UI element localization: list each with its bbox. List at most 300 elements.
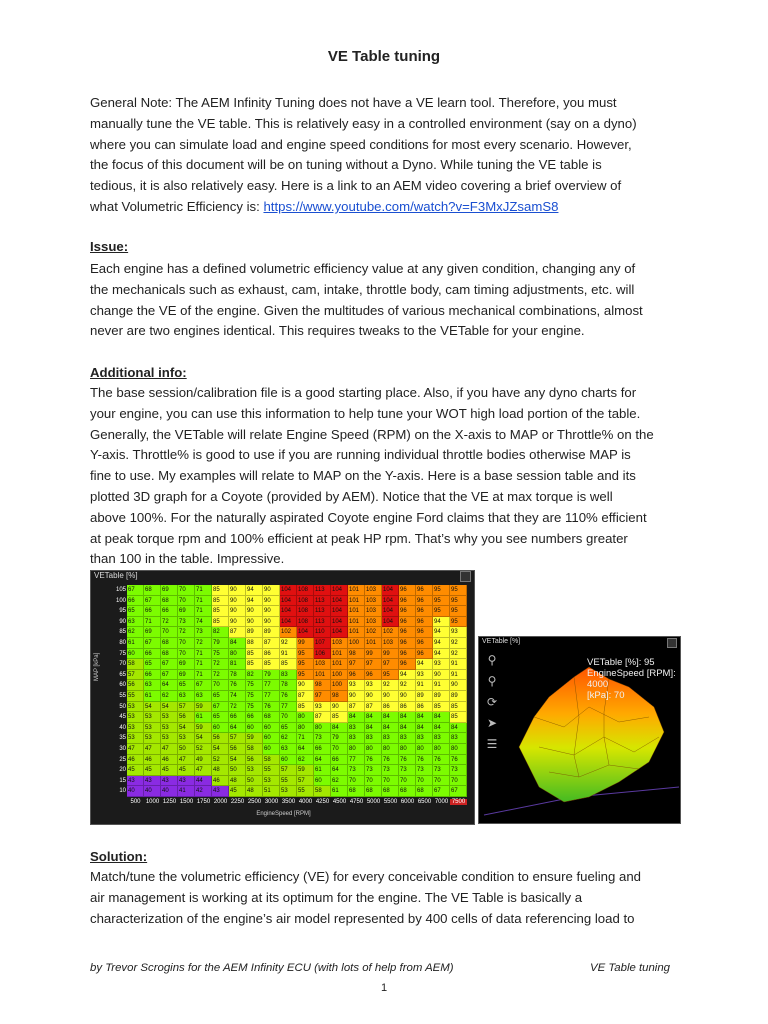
- ve-cell[interactable]: 66: [161, 606, 178, 617]
- ve-cell[interactable]: 73: [382, 765, 399, 776]
- ve-cell[interactable]: 54: [195, 733, 212, 744]
- ve-cell[interactable]: 83: [382, 733, 399, 744]
- ve-cell[interactable]: 64: [229, 723, 246, 734]
- ve-cell[interactable]: 53: [161, 723, 178, 734]
- ve-cell[interactable]: 104: [297, 627, 314, 638]
- ve-cell[interactable]: 83: [280, 670, 297, 681]
- ve-cell[interactable]: 85: [212, 617, 229, 628]
- ve-cell[interactable]: 66: [127, 596, 144, 607]
- ve-cell[interactable]: 94: [416, 659, 433, 670]
- ve-cell[interactable]: 80: [365, 744, 382, 755]
- ve-cell[interactable]: 76: [382, 755, 399, 766]
- ve-cell[interactable]: 80: [348, 744, 365, 755]
- ve-cell[interactable]: 60: [314, 776, 331, 787]
- ve-cell[interactable]: 103: [365, 585, 382, 596]
- ve-cell[interactable]: 102: [280, 627, 297, 638]
- ve-cell[interactable]: 94: [433, 617, 450, 628]
- ve-cell[interactable]: 85: [263, 659, 280, 670]
- ve-cell[interactable]: 84: [433, 723, 450, 734]
- ve-cell[interactable]: 78: [280, 680, 297, 691]
- ve-cell[interactable]: 64: [314, 755, 331, 766]
- ve-cell[interactable]: 84: [229, 638, 246, 649]
- ve-cell[interactable]: 83: [365, 733, 382, 744]
- ve-cell[interactable]: 54: [229, 755, 246, 766]
- ve-cell[interactable]: 96: [399, 638, 416, 649]
- ve-cell[interactable]: 45: [144, 765, 161, 776]
- ve-cell[interactable]: 102: [365, 627, 382, 638]
- ve-cell[interactable]: 64: [297, 744, 314, 755]
- ve-cell[interactable]: 67: [144, 638, 161, 649]
- ve-cell[interactable]: 104: [382, 585, 399, 596]
- ve-cell[interactable]: 83: [450, 733, 467, 744]
- ve-cell[interactable]: 87: [314, 712, 331, 723]
- ve-cell[interactable]: 53: [127, 712, 144, 723]
- ve-cell[interactable]: 104: [331, 627, 348, 638]
- ve-cell[interactable]: 84: [365, 723, 382, 734]
- ve-cell[interactable]: 85: [212, 596, 229, 607]
- ve-cell[interactable]: 44: [195, 776, 212, 787]
- ve-cell[interactable]: 90: [263, 606, 280, 617]
- ve-cell[interactable]: 97: [348, 659, 365, 670]
- ve-cell[interactable]: 59: [297, 765, 314, 776]
- ve-cell[interactable]: 80: [416, 744, 433, 755]
- ve-cell[interactable]: 75: [246, 702, 263, 713]
- ve-cell[interactable]: 103: [331, 638, 348, 649]
- ve-cell[interactable]: 57: [280, 765, 297, 776]
- ve-cell[interactable]: 90: [399, 691, 416, 702]
- ve-cell[interactable]: 95: [297, 659, 314, 670]
- ve-cell[interactable]: 87: [229, 627, 246, 638]
- ve-cell[interactable]: 45: [229, 786, 246, 797]
- ve-cell[interactable]: 73: [178, 617, 195, 628]
- ve-cell[interactable]: 84: [399, 712, 416, 723]
- ve-cell[interactable]: 73: [348, 765, 365, 776]
- ve-cell[interactable]: 67: [161, 670, 178, 681]
- ve-cell[interactable]: 95: [450, 606, 467, 617]
- ve-cell[interactable]: 65: [127, 606, 144, 617]
- ve-cell[interactable]: 92: [450, 638, 467, 649]
- ve-cell[interactable]: 90: [229, 617, 246, 628]
- ve-cell[interactable]: 70: [178, 596, 195, 607]
- ve-cell[interactable]: 72: [212, 659, 229, 670]
- ve-cell[interactable]: 103: [365, 606, 382, 617]
- ve-cell[interactable]: 100: [348, 638, 365, 649]
- ve-cell[interactable]: 90: [433, 670, 450, 681]
- ve-cell[interactable]: 52: [195, 744, 212, 755]
- ve-cell[interactable]: 53: [280, 786, 297, 797]
- ve-cell[interactable]: 55: [297, 786, 314, 797]
- ve-cell[interactable]: 76: [399, 755, 416, 766]
- ve-cell[interactable]: 79: [331, 733, 348, 744]
- ve-cell[interactable]: 67: [161, 659, 178, 670]
- ve-cell[interactable]: 94: [433, 649, 450, 660]
- ve-cell[interactable]: 84: [450, 723, 467, 734]
- ve-cell[interactable]: 63: [195, 691, 212, 702]
- ve-cell[interactable]: 100: [331, 670, 348, 681]
- ve-cell[interactable]: 55: [127, 691, 144, 702]
- ve-cell[interactable]: 73: [399, 765, 416, 776]
- ve-cell[interactable]: 96: [399, 606, 416, 617]
- ve-cell[interactable]: 104: [382, 596, 399, 607]
- ve-cell[interactable]: 53: [263, 776, 280, 787]
- ve-cell[interactable]: 90: [229, 596, 246, 607]
- ve-cell[interactable]: 46: [127, 755, 144, 766]
- ve-cell[interactable]: 91: [450, 670, 467, 681]
- ve-cell[interactable]: 68: [161, 638, 178, 649]
- ve-cell[interactable]: 43: [161, 776, 178, 787]
- ve-cell[interactable]: 66: [314, 744, 331, 755]
- ve-cell[interactable]: 65: [212, 712, 229, 723]
- ve-cell[interactable]: 71: [297, 733, 314, 744]
- ve-cell[interactable]: 68: [263, 712, 280, 723]
- ve-cell[interactable]: 67: [450, 786, 467, 797]
- ve-cell[interactable]: 76: [416, 755, 433, 766]
- ve-cell[interactable]: 61: [127, 638, 144, 649]
- ve-cell[interactable]: 63: [127, 617, 144, 628]
- ve-cell[interactable]: 66: [144, 649, 161, 660]
- ve-cell[interactable]: 67: [195, 680, 212, 691]
- ve-cell[interactable]: 63: [178, 691, 195, 702]
- ve-cell[interactable]: 83: [348, 723, 365, 734]
- ve-cell[interactable]: 96: [399, 617, 416, 628]
- ve-cell[interactable]: 101: [348, 596, 365, 607]
- ve-cell[interactable]: 92: [382, 680, 399, 691]
- ve-cell[interactable]: 67: [212, 702, 229, 713]
- ve-cell[interactable]: 62: [127, 627, 144, 638]
- ve-cell[interactable]: 84: [399, 723, 416, 734]
- ve-cell[interactable]: 84: [416, 712, 433, 723]
- ve-cell[interactable]: 53: [144, 733, 161, 744]
- ve-cell[interactable]: 93: [416, 670, 433, 681]
- ve-cell[interactable]: 98: [348, 649, 365, 660]
- ve-cell[interactable]: 90: [263, 596, 280, 607]
- ve-cell[interactable]: 70: [280, 712, 297, 723]
- ve-cell[interactable]: 101: [314, 670, 331, 681]
- ve-cell[interactable]: 95: [297, 649, 314, 660]
- ve-cell[interactable]: 71: [195, 670, 212, 681]
- ve-cell[interactable]: 95: [433, 585, 450, 596]
- ve-cell[interactable]: 74: [195, 617, 212, 628]
- ve-cell[interactable]: 72: [212, 670, 229, 681]
- ve-cell[interactable]: 87: [297, 691, 314, 702]
- ve-cell[interactable]: 97: [382, 659, 399, 670]
- ve-cell[interactable]: 64: [161, 680, 178, 691]
- ve-cell[interactable]: 101: [348, 606, 365, 617]
- ve-cell[interactable]: 95: [297, 670, 314, 681]
- ve-cell[interactable]: 53: [161, 733, 178, 744]
- ve-cell[interactable]: 101: [331, 649, 348, 660]
- ve-cell[interactable]: 85: [331, 712, 348, 723]
- ve-cell[interactable]: 89: [263, 627, 280, 638]
- ve-cell[interactable]: 68: [144, 585, 161, 596]
- ve-cell[interactable]: 95: [433, 596, 450, 607]
- ve-cell[interactable]: 99: [365, 649, 382, 660]
- ve-cell[interactable]: 57: [127, 670, 144, 681]
- ve-cell[interactable]: 70: [161, 627, 178, 638]
- ve-cell[interactable]: 72: [229, 702, 246, 713]
- ve-cell[interactable]: 80: [450, 744, 467, 755]
- ve-cell[interactable]: 94: [399, 670, 416, 681]
- ve-cell[interactable]: 96: [416, 649, 433, 660]
- ve-cell[interactable]: 86: [416, 702, 433, 713]
- ve-cell[interactable]: 70: [178, 638, 195, 649]
- ve-cell[interactable]: 85: [297, 702, 314, 713]
- ve-cell[interactable]: 101: [331, 659, 348, 670]
- ve-cell[interactable]: 70: [382, 776, 399, 787]
- vetable-3d-window[interactable]: [478, 636, 681, 824]
- ve-cell[interactable]: 84: [348, 712, 365, 723]
- ve-cell[interactable]: 72: [161, 617, 178, 628]
- ve-cell[interactable]: 104: [280, 617, 297, 628]
- ve-cell[interactable]: 67: [144, 596, 161, 607]
- ve-cell[interactable]: 101: [348, 585, 365, 596]
- ve-cell[interactable]: 96: [416, 617, 433, 628]
- ve-cell[interactable]: 104: [280, 585, 297, 596]
- ve-cell[interactable]: 62: [297, 755, 314, 766]
- ve-cell[interactable]: 96: [416, 638, 433, 649]
- ve-cell[interactable]: 72: [195, 638, 212, 649]
- ve-cell[interactable]: 78: [229, 670, 246, 681]
- ve-cell[interactable]: 90: [450, 680, 467, 691]
- ve-cell[interactable]: 56: [246, 755, 263, 766]
- ve-cell[interactable]: 89: [433, 691, 450, 702]
- ve-cell[interactable]: 76: [433, 755, 450, 766]
- ve-cell[interactable]: 92: [399, 680, 416, 691]
- ve-cell[interactable]: 66: [331, 755, 348, 766]
- ve-cell[interactable]: 65: [280, 723, 297, 734]
- ve-cell[interactable]: 53: [144, 723, 161, 734]
- ve-cell[interactable]: 47: [161, 744, 178, 755]
- ve-cell[interactable]: 80: [297, 712, 314, 723]
- ve-cell[interactable]: 53: [178, 733, 195, 744]
- ve-cell[interactable]: 48: [229, 776, 246, 787]
- ve-cell[interactable]: 69: [178, 606, 195, 617]
- pointer-icon[interactable]: ➤: [486, 716, 498, 730]
- ve-cell[interactable]: 49: [195, 755, 212, 766]
- ve-cell[interactable]: 102: [382, 627, 399, 638]
- ve-cell[interactable]: 62: [331, 776, 348, 787]
- ve-cell[interactable]: 96: [399, 596, 416, 607]
- ve-cell[interactable]: 48: [246, 786, 263, 797]
- ve-cell[interactable]: 43: [178, 776, 195, 787]
- ve-cell[interactable]: 103: [382, 638, 399, 649]
- ve-cell[interactable]: 50: [246, 776, 263, 787]
- ve-cell[interactable]: 54: [212, 744, 229, 755]
- ve-cell[interactable]: 59: [195, 702, 212, 713]
- ve-cell[interactable]: 61: [331, 786, 348, 797]
- zoom-in-icon[interactable]: ⚲: [487, 653, 497, 667]
- ve-cell[interactable]: 50: [229, 765, 246, 776]
- ve-cell[interactable]: 104: [382, 606, 399, 617]
- ve-cell[interactable]: 98: [314, 680, 331, 691]
- ve-cell[interactable]: 70: [212, 680, 229, 691]
- ve-cell[interactable]: 58: [314, 786, 331, 797]
- ve-cell[interactable]: 87: [365, 702, 382, 713]
- ve-cell[interactable]: 113: [314, 585, 331, 596]
- ve-cell[interactable]: 63: [144, 680, 161, 691]
- ve-cell[interactable]: 93: [365, 680, 382, 691]
- ve-cell[interactable]: 99: [382, 649, 399, 660]
- ve-cell[interactable]: 70: [178, 649, 195, 660]
- ve-cell[interactable]: 89: [246, 627, 263, 638]
- ve-cell[interactable]: 60: [212, 723, 229, 734]
- ve-cell[interactable]: 104: [331, 585, 348, 596]
- ve-cell[interactable]: 73: [195, 627, 212, 638]
- ve-cell[interactable]: 101: [365, 638, 382, 649]
- ve-cell[interactable]: 93: [314, 702, 331, 713]
- ve-cell[interactable]: 90: [229, 606, 246, 617]
- ve-cell[interactable]: 97: [365, 659, 382, 670]
- ve-cell[interactable]: 52: [212, 755, 229, 766]
- ve-cell[interactable]: 64: [331, 765, 348, 776]
- ve-cell[interactable]: 77: [263, 691, 280, 702]
- ve-cell[interactable]: 70: [433, 776, 450, 787]
- ve-cell[interactable]: 68: [399, 786, 416, 797]
- ve-cell[interactable]: 82: [212, 627, 229, 638]
- ve-cell[interactable]: 57: [178, 702, 195, 713]
- ve-cell[interactable]: 66: [144, 606, 161, 617]
- ve-cell[interactable]: 86: [399, 702, 416, 713]
- ve-cell[interactable]: 99: [297, 638, 314, 649]
- ve-cell[interactable]: 80: [433, 744, 450, 755]
- ve-cell[interactable]: 88: [246, 638, 263, 649]
- ve-cell[interactable]: 42: [195, 786, 212, 797]
- ve-cell[interactable]: 56: [212, 733, 229, 744]
- ve-cell[interactable]: 108: [297, 585, 314, 596]
- ve-cell[interactable]: 93: [433, 659, 450, 670]
- ve-cell[interactable]: 56: [178, 712, 195, 723]
- vetable-window[interactable]: [90, 570, 475, 825]
- ve-cell[interactable]: 108: [297, 596, 314, 607]
- ve-cell[interactable]: 79: [263, 670, 280, 681]
- ve-cell[interactable]: 43: [212, 786, 229, 797]
- ve-cell[interactable]: 51: [263, 786, 280, 797]
- ve-cell[interactable]: 71: [144, 617, 161, 628]
- ve-cell[interactable]: 53: [127, 733, 144, 744]
- ve-cell[interactable]: 61: [144, 691, 161, 702]
- ve-cell[interactable]: 68: [416, 786, 433, 797]
- close-icon[interactable]: [460, 571, 471, 582]
- ve-cell[interactable]: 77: [348, 755, 365, 766]
- ve-cell[interactable]: 69: [178, 670, 195, 681]
- ve-cell[interactable]: 97: [314, 691, 331, 702]
- ve-cell[interactable]: 40: [161, 786, 178, 797]
- ve-cell[interactable]: 54: [144, 702, 161, 713]
- ve-cell[interactable]: 104: [331, 617, 348, 628]
- zoom-out-icon[interactable]: ⚲: [487, 674, 497, 688]
- ve-cell[interactable]: 75: [246, 680, 263, 691]
- youtube-video-link[interactable]: https://www.youtube.com/watch?v=F3MxJZsamS8: [263, 198, 559, 214]
- ve-cell[interactable]: 95: [450, 596, 467, 607]
- ve-cell[interactable]: 84: [382, 712, 399, 723]
- ve-cell[interactable]: 70: [348, 776, 365, 787]
- ve-cell[interactable]: 71: [195, 649, 212, 660]
- ve-cell[interactable]: 96: [416, 596, 433, 607]
- rotate-icon[interactable]: ⟳: [486, 695, 498, 709]
- ve-cell[interactable]: 90: [229, 585, 246, 596]
- ve-cell[interactable]: 75: [212, 649, 229, 660]
- ve-cell[interactable]: 55: [263, 765, 280, 776]
- ve-cell[interactable]: 68: [365, 786, 382, 797]
- ve-cell[interactable]: 93: [348, 680, 365, 691]
- ve-cell[interactable]: 84: [331, 723, 348, 734]
- ve-cell[interactable]: 46: [144, 755, 161, 766]
- ve-cell[interactable]: 113: [314, 606, 331, 617]
- ve-cell[interactable]: 85: [280, 659, 297, 670]
- ve-cell[interactable]: 90: [297, 680, 314, 691]
- ve-cell[interactable]: 69: [144, 627, 161, 638]
- ve-cell[interactable]: 67: [127, 585, 144, 596]
- ve-cell[interactable]: 45: [127, 765, 144, 776]
- ve-cell[interactable]: 47: [144, 744, 161, 755]
- ve-cell[interactable]: 85: [246, 649, 263, 660]
- ve-cell[interactable]: 56: [127, 680, 144, 691]
- ve-cell[interactable]: 74: [229, 691, 246, 702]
- ve-cell[interactable]: 60: [246, 723, 263, 734]
- ve-cell[interactable]: 85: [212, 585, 229, 596]
- ve-cell[interactable]: 95: [450, 617, 467, 628]
- ve-cell[interactable]: 61: [195, 712, 212, 723]
- ve-cell[interactable]: 96: [416, 606, 433, 617]
- ve-cell[interactable]: 71: [195, 606, 212, 617]
- ve-cell[interactable]: 68: [161, 596, 178, 607]
- ve-cell[interactable]: 59: [195, 723, 212, 734]
- ve-cell[interactable]: 73: [314, 733, 331, 744]
- ve-cell[interactable]: 90: [348, 691, 365, 702]
- ve-cell[interactable]: 94: [433, 638, 450, 649]
- ve-cell[interactable]: 47: [195, 765, 212, 776]
- ve-cell[interactable]: 77: [263, 680, 280, 691]
- ve-cell[interactable]: 60: [263, 723, 280, 734]
- ve-cell[interactable]: 85: [433, 702, 450, 713]
- ve-cell[interactable]: 46: [161, 755, 178, 766]
- ve-cell[interactable]: 46: [212, 776, 229, 787]
- ve-cell[interactable]: 63: [280, 744, 297, 755]
- ve-cell[interactable]: 58: [263, 755, 280, 766]
- ve-cell[interactable]: 91: [416, 680, 433, 691]
- ve-cell[interactable]: 41: [178, 786, 195, 797]
- ve-cell[interactable]: 104: [382, 617, 399, 628]
- ve-cell[interactable]: 62: [280, 733, 297, 744]
- ve-cell[interactable]: 83: [433, 733, 450, 744]
- ve-cell[interactable]: 43: [144, 776, 161, 787]
- ve-cell[interactable]: 94: [433, 627, 450, 638]
- ve-cell[interactable]: 69: [161, 585, 178, 596]
- ve-cell[interactable]: 68: [348, 786, 365, 797]
- ve-cell[interactable]: 101: [348, 617, 365, 628]
- ve-cell[interactable]: 62: [161, 691, 178, 702]
- ve-cell[interactable]: 95: [450, 585, 467, 596]
- ve-cell[interactable]: 113: [314, 617, 331, 628]
- ve-cell[interactable]: 79: [212, 638, 229, 649]
- ve-cell[interactable]: 104: [331, 596, 348, 607]
- ve-cell[interactable]: 40: [144, 786, 161, 797]
- ve-cell[interactable]: 57: [297, 776, 314, 787]
- ve-cell[interactable]: 58: [246, 744, 263, 755]
- ve-cell[interactable]: 65: [212, 691, 229, 702]
- ve-cell[interactable]: 90: [331, 702, 348, 713]
- ve-cell[interactable]: 84: [433, 712, 450, 723]
- ve-cell[interactable]: 50: [178, 744, 195, 755]
- ve-cell[interactable]: 80: [229, 649, 246, 660]
- ve-cell[interactable]: 60: [263, 744, 280, 755]
- ve-cell[interactable]: 87: [263, 638, 280, 649]
- ve-cell[interactable]: 68: [161, 649, 178, 660]
- ve-cell[interactable]: 106: [314, 649, 331, 660]
- ve-cell[interactable]: 67: [433, 786, 450, 797]
- ve-cell[interactable]: 95: [433, 606, 450, 617]
- ve-cell[interactable]: 57: [229, 733, 246, 744]
